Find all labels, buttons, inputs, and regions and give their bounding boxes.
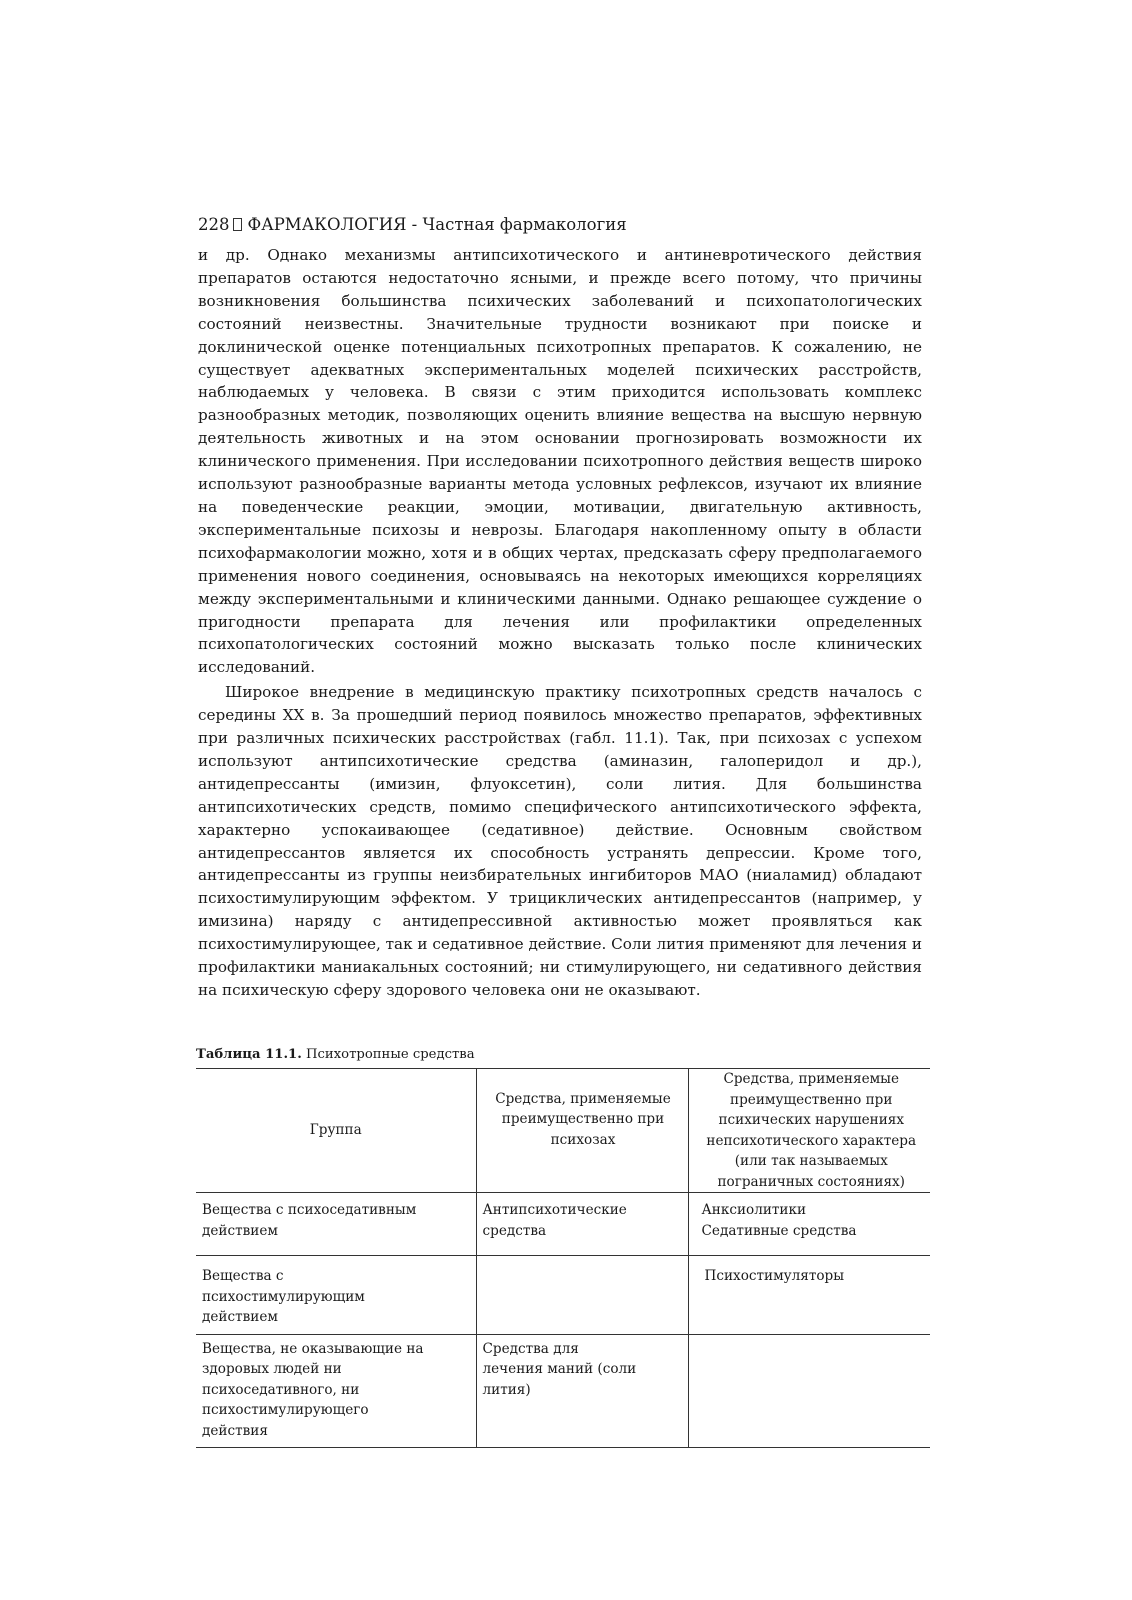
cell-item: Анксиолитики (701, 1202, 807, 1218)
table-row (196, 1256, 930, 1335)
cell-group: Вещества, не оказывающие на здоровых людей ни психоседативного, ни психостимулирующего действия (202, 1340, 424, 1439)
running-title: ФАРМАКОЛОГИЯ - Частная фармакология (247, 215, 627, 234)
table-block (196, 1047, 930, 1448)
table-caption-text: Психотропные средства (306, 1047, 475, 1062)
cell-item: Седативные средства (701, 1222, 857, 1239)
table-header-row (196, 1069, 930, 1193)
separator-box-icon (233, 218, 242, 231)
table-caption (196, 1047, 930, 1062)
page-number: 228 (198, 215, 230, 234)
cell-psychoses: Антипсихотические средства (476, 1193, 688, 1256)
table-row (196, 1193, 930, 1256)
cell-psychoses: Средства для лечения маний (соли лития) (476, 1334, 688, 1448)
cell-borderline (688, 1193, 930, 1256)
table-caption-label: Таблица 11.1. (196, 1047, 302, 1062)
header-borderline: Средства, применяемые преимущественно при психических нарушениях непсихотического характера (или так называемых пограничных состояниях) (688, 1069, 930, 1193)
psychotropic-table (196, 1068, 930, 1448)
paragraph: и др. Однако механизмы антипсихотического и антиневротического действия препаратов остаются недостаточно ясными, и прежде всего потому, что причины возникновения большинства психических заболеваний и психопатологических состояний неизвестны. Значительные трудности возникают при поиске и доклинической оценке потенциальных психотропных препаратов. К сожалению, не существует адекватных экспериментальных моделей психических расстройств, наблюдаемых у человека. В связи с этим приходится использовать комплекс разнообразных методик, позволяющих оценить влияние вещества на высшую нервную деятельность животных и на этом основании прогнозировать возможности их клинического применения. При исследовании психотропного действия веществ широко используют разнообразные варианты метода условных рефлексов, изучают их влияние на поведенческие реакции, эмоции, мотивации, двигательную активность, экспериментальные психозы и неврозы. Благодаря накопленному опыту в области психофармакологии можно, хотя и в общих чертах, предсказать сферу предполагаемого применения нового соединения, основываясь на некоторых имеющихся корреляциях между экспериментальными и клиническими данными. Однако решающее суждение о пригодности препарата для лечения или профилактики определенных психопатологических состояний можно высказать только после клинических исследований. (198, 246, 922, 677)
cell-item: Психостимуляторы (704, 1268, 845, 1284)
cell-borderline (688, 1334, 930, 1448)
body-text (198, 244, 922, 1002)
running-header (198, 215, 627, 234)
cell-group: Вещества с психоседативным действием (196, 1193, 476, 1256)
cell-psychoses (476, 1256, 688, 1335)
paragraph: Широкое внедрение в медицинскую практику психотропных средств началось с середины XX в. За прошедший период появилось множество препаратов, эффективных при различных психических расстройствах (габл. 11.1). Так, при психозах с успехом используют антипсихотические средства (аминазин, галоперидол и др.), антидепрессанты (имизин, флуоксетин), соли лития. Для большинства антипсихотических средств, помимо специфического антипсихотического эффекта, характерно успокаивающее (седативное) действие. Основным свойством антидепрессантов является их способность устранять депрессии. Кроме того, антидепрессанты из группы неизбирательных ингибиторов МАО (ниаламид) обладают психостимулирующим эффектом. У трициклических антидепрессантов (например, у имизина) наряду с антидепрессивной активностью может проявляться как психостимулирующее, так и седативное действие. Соли лития применяют для лечения и профилактики маниакальных состояний; ни стимулирующего, ни седативного действия на психическую сферу здорового человека они не оказывают. (198, 683, 922, 999)
cell-group: Вещества с психостимулирующим действием (196, 1256, 476, 1335)
cell-borderline (688, 1256, 930, 1335)
header-psychoses: Средства, применяемые преимущественно при психозах (476, 1069, 688, 1193)
table-row (196, 1334, 930, 1448)
header-group: Группа (196, 1069, 476, 1193)
